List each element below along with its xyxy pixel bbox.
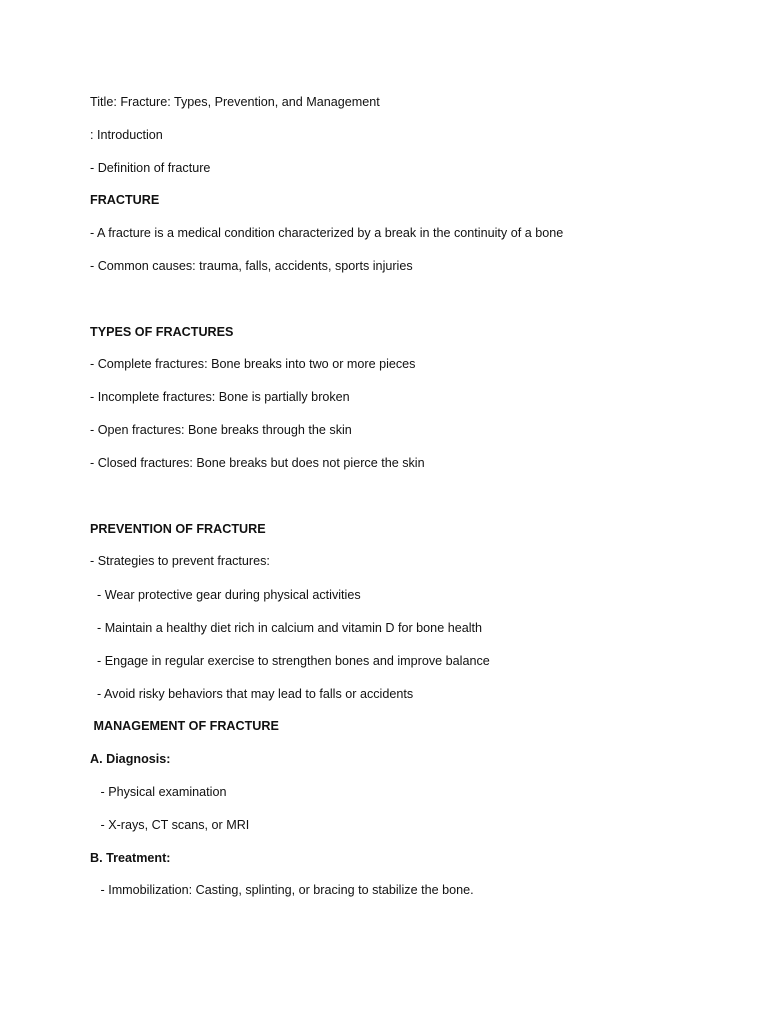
text-line: : Introduction	[90, 128, 163, 142]
document-title: Title: Fracture: Types, Prevention, and Management	[90, 95, 380, 109]
text-line: - Common causes: trauma, falls, accidents, sports injuries	[90, 259, 413, 273]
subheading-diagnosis: A. Diagnosis:	[90, 752, 171, 766]
section-heading-types: TYPES OF FRACTURES	[90, 325, 234, 339]
text-line: - Engage in regular exercise to strengthen bones and improve balance	[90, 654, 490, 668]
text-line: - Strategies to prevent fractures:	[90, 554, 270, 568]
text-line: - Open fractures: Bone breaks through the skin	[90, 423, 352, 437]
text-line: - Complete fractures: Bone breaks into two or more pieces	[90, 357, 416, 371]
text-line: - Avoid risky behaviors that may lead to falls or accidents	[90, 687, 414, 701]
text-line: - Maintain a healthy diet rich in calcium and vitamin D for bone health	[90, 621, 483, 635]
text-line: - Immobilization: Casting, splinting, or bracing to stabilize the bone.	[90, 883, 474, 897]
text-line: - Wear protective gear during physical activities	[90, 588, 361, 602]
text-line: - Closed fractures: Bone breaks but does not pierce the skin	[90, 456, 425, 470]
text-line: - Definition of fracture	[90, 161, 211, 175]
section-heading-management: MANAGEMENT OF FRACTURE	[90, 719, 279, 733]
text-line: - Physical examination	[90, 785, 227, 799]
text-line: - X-rays, CT scans, or MRI	[90, 818, 250, 832]
text-line: - A fracture is a medical condition characterized by a break in the continuity of a bone	[90, 226, 564, 240]
subheading-treatment: B. Treatment:	[90, 851, 171, 865]
text-line: - Incomplete fractures: Bone is partially broken	[90, 390, 350, 404]
section-heading-fracture: FRACTURE	[90, 193, 160, 207]
section-heading-prevention: PREVENTION OF FRACTURE	[90, 522, 266, 536]
